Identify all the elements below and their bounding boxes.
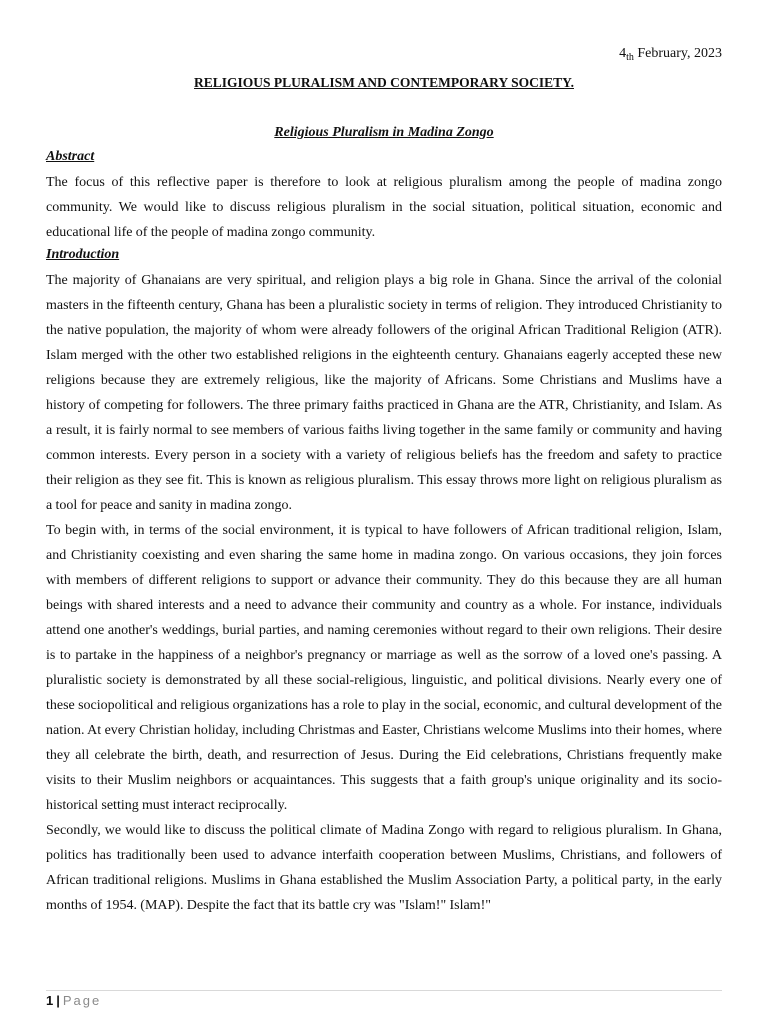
document-body bbox=[46, 147, 722, 918]
document-date bbox=[619, 44, 722, 68]
footer-divider bbox=[46, 990, 722, 991]
page-footer bbox=[46, 992, 101, 1010]
document-title: RELIGIOUS PLURALISM AND CONTEMPORARY SOCIETY. bbox=[194, 75, 574, 90]
date-day: 4 bbox=[619, 46, 627, 61]
date-rest: February, 2023 bbox=[633, 46, 722, 61]
intro-paragraph-3: Secondly, we would like to discuss the political climate of Madina Zongo with regard to religious pluralism. In Ghana, politics has traditionally been used to advance interfaith cooperation between Muslims, Christians, and followers of African traditional religions. Muslims in Ghana established the Muslim Association Party, a political party, in the early months of 1954. (MAP). Despite the fact that its battle cry was "Islam!" Islam!" bbox=[46, 823, 722, 913]
footer-separator: | bbox=[56, 993, 60, 1008]
abstract-heading: Abstract bbox=[46, 149, 95, 164]
document-subtitle: Religious Pluralism in Madina Zongo bbox=[274, 125, 494, 140]
intro-paragraph-2: To begin with, in terms of the social environment, it is typical to have followers of African traditional religion, Islam, and Christianity coexisting and even sharing the same home in madina zongo. On various occasions, they join forces with members of different religions to support or advance their community. They do this because they are all human beings with shared interests and a need to advance their community and country as a whole. For instance, individuals attend one another's weddings, burial parties, and naming ceremonies without regard to their own religions. Their desire is to partake in the happiness of a neighbor's pregnancy or marriage as well as the sorrow of a loved one's passing. A pluralistic society is demonstrated by all these social-religious, linguistic, and political divisions. Nearly every one of these sociopolitical and religious organizations has a role to play in the social, economic, and cultural development of the nation. At every Christian holiday, including Christmas and Easter, Christians welcome Muslims into their homes, where they all celebrate the birth, death, and resurrection of Jesus. During the Eid celebrations, Christians frequently make visits to their Muslim neighbors or acquaintances. This suggests that a faith group's unique originality and its socio-historical setting must interact reciprocally. bbox=[46, 523, 722, 813]
date-suffix: th bbox=[626, 52, 634, 63]
page-number: 1 bbox=[46, 993, 54, 1008]
introduction-heading: Introduction bbox=[46, 247, 120, 262]
abstract-paragraph: The focus of this reflective paper is therefore to look at religious pluralism among the people of madina zongo community. We would like to discuss religious pluralism in the social situation, political situation, economic and educational life of the people of madina zongo community. bbox=[46, 175, 722, 240]
page-label: Page bbox=[62, 993, 102, 1008]
intro-paragraph-1: The majority of Ghanaians are very spiritual, and religion plays a big role in Ghana. Since the arrival of the colonial masters in the fifteenth century, Ghana has been a pluralistic society in terms of religion. They introduced Christianity to the native population, the majority of whom were already followers of the original African Traditional Religion (ATR). Islam merged with the other two established religions in the eighteenth century. Ghanaians eagerly accepted these new religions because they are extremely religious, like the majority of Africans. Some Christians and Muslims have a history of competing for followers. The three primary faiths practiced in Ghana are the ATR, Christianity, and Islam. As a result, it is fairly normal to see members of various faiths living together in the same family or community and having common interests. Every person in a society with a variety of religious beliefs has the freedom and safety to practice their religion as they see fit. This is known as religious pluralism. This essay throws more light on religious pluralism as a tool for peace and sanity in madina zongo. bbox=[46, 273, 722, 513]
